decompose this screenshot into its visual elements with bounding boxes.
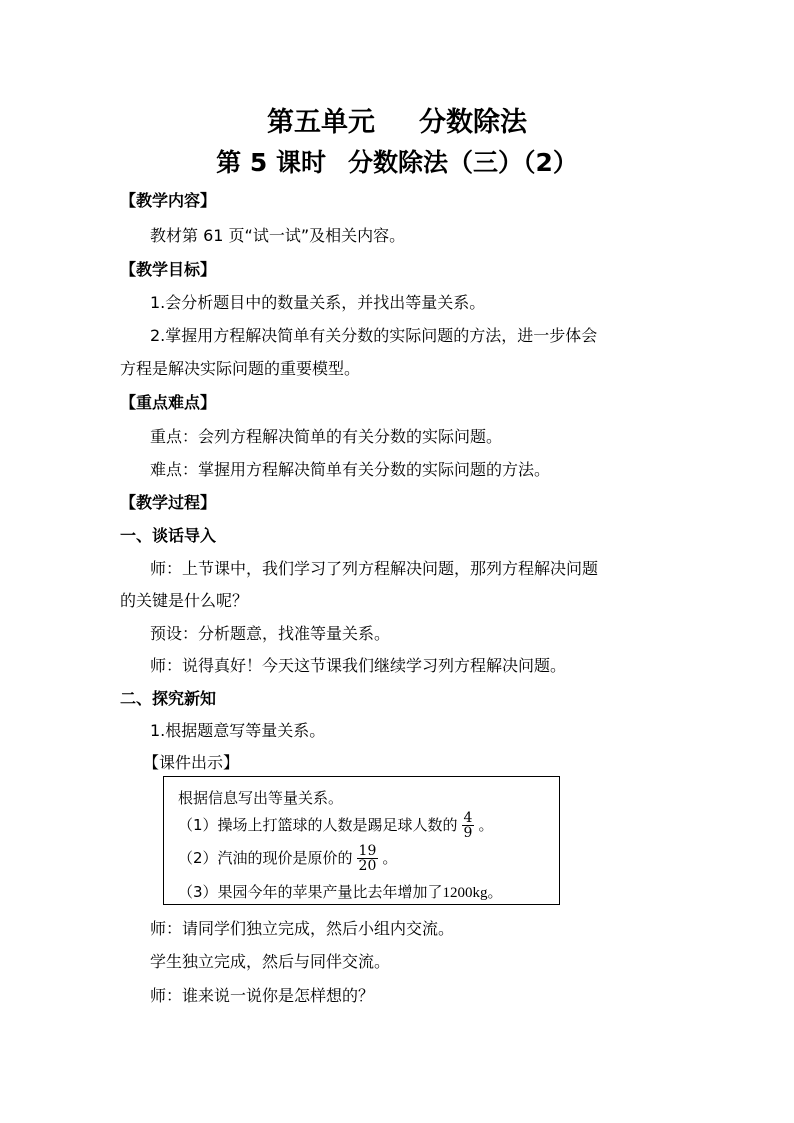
fraction-19-20 (357, 844, 379, 873)
fraction-denominator: 9 (463, 825, 473, 841)
fraction-4-9 (462, 811, 475, 840)
question-1-text: （1）操场上打篮球的人数是踢足球人数的 (178, 816, 458, 834)
key-point: 重点：会列方程解决简单的有关分数的实际问题。 (150, 427, 503, 446)
question-2-text: （2）汽油的现价是原价的 (178, 849, 353, 867)
content-heading: 【教学内容】 (120, 191, 217, 210)
question-3 (178, 881, 503, 902)
lesson-title (0, 143, 794, 179)
teacher-line-4: 师：谁来说一说你是怎样想的？ (150, 986, 375, 1005)
question-2 (178, 844, 397, 873)
courseware-label: 【课件出示】 (143, 753, 240, 772)
part-1-heading: 一、谈话导入 (120, 526, 217, 545)
goal-2-line-1: 2.掌握用方程解决简单有关分数的实际问题的方法，进一步体会 (150, 326, 598, 345)
teacher-line-2: 师：说得真好！今天这节课我们继续学习列方程解决问题。 (150, 656, 567, 675)
process-heading: 【教学过程】 (120, 493, 217, 512)
question-2-end: 。 (382, 849, 398, 867)
box-intro: 根据信息写出等量关系。 (178, 789, 344, 807)
courseware-box (163, 776, 560, 905)
lesson-name: 分数除法（三）（2） (347, 148, 578, 177)
lesson-number: 第 5 课时 (216, 148, 326, 177)
goal-2-line-2: 方程是解决实际问题的重要模型。 (120, 359, 361, 378)
student-line: 学生独立完成，然后与同伴交流。 (150, 952, 391, 971)
step-1: 1.根据题意写等量关系。 (150, 721, 326, 740)
teacher-line-1a: 师：上节课中，我们学习了列方程解决问题，那列方程解决问题 (150, 559, 599, 578)
key-points-heading: 【重点难点】 (120, 393, 217, 412)
teacher-line-3: 师：请同学们独立完成，然后小组内交流。 (150, 919, 455, 938)
question-3-end: 。 (487, 883, 503, 901)
fraction-denominator: 20 (358, 858, 377, 874)
unit-label: 第五单元 (267, 107, 375, 138)
goals-heading: 【教学目标】 (120, 260, 217, 279)
question-3-value: 1200kg (442, 885, 488, 901)
unit-topic: 分数除法 (419, 107, 527, 138)
difficult-point: 难点：掌握用方程解决简单有关分数的实际问题的方法。 (150, 460, 551, 479)
fraction-numerator: 4 (463, 810, 473, 826)
unit-title (0, 100, 794, 139)
content-text: 教材第 61 页“试一试”及相关内容。 (150, 226, 406, 245)
goal-1: 1.会分析题目中的数量关系，并找出等量关系。 (150, 293, 486, 312)
part-2-heading: 二、探究新知 (120, 689, 217, 708)
fraction-numerator: 19 (358, 843, 377, 859)
question-1 (178, 811, 493, 840)
teacher-line-1b: 的关键是什么呢？ (120, 591, 249, 610)
question-1-end: 。 (478, 816, 494, 834)
question-3-text: （3）果园今年的苹果产量比去年增加了 (178, 883, 443, 901)
preset-answer: 预设：分析题意，找准等量关系。 (150, 624, 391, 643)
